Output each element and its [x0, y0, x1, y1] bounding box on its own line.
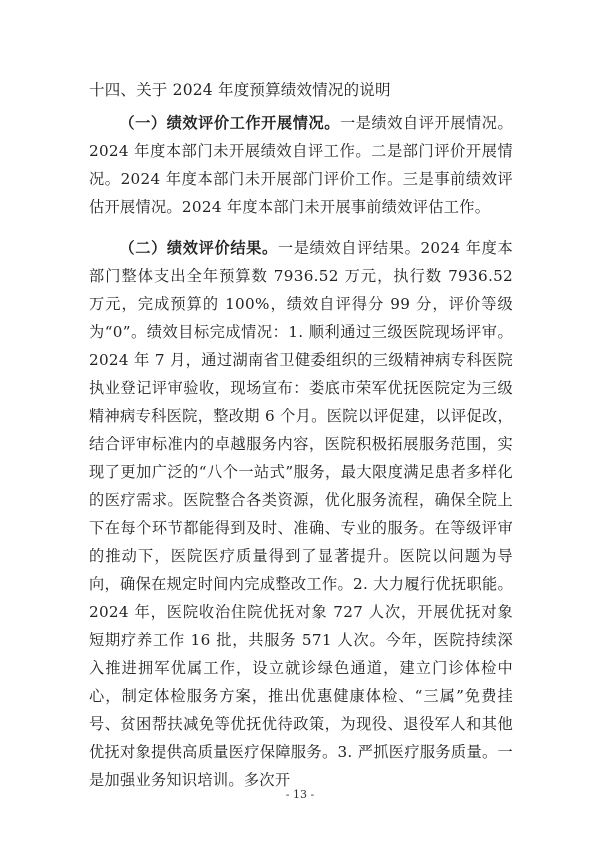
paragraph-performance-evaluation-work	[89, 109, 513, 221]
paragraph-body: 一是绩效自评结果。2024 年度本部门整体支出全年预算数 7936.52 万元，执行数 7936.52 万元，完成预算的 100%，绩效自评得分 99 分，评价等级为“0”。绩效目标完成情况：1. 顺利通过三级医院现场评审。2024 年 7 月，通过湖南省卫健委组织的三级精神病专科医院执业登记评审验收，现场宣布：娄底市荣军优抚医院定为三级精神病专科医院，整改期 6 个月。医院以评促建，以评促改，结合评审标准内的卓越服务内容，医院积极拓展服务范围，实现了更加广泛的“八个一站式”服务，最大限度满足患者多样化的医疗需求。医院整合各类资源，优化服务流程，确保全院上下在每个环节都能得到及时、准确、专业的服务。在等级评审的推动下，医院医疗质量得到了显著提升。医院以问题为导向，确保在规定时间内完成整改工作。2. 大力履行优抚职能。2024 年，医院收治住院优抚对象 727 人次，开展优抚对象短期疗养工作 16 批，共服务 571 人次。今年，医院持续深入推进拥军优属工作，设立就诊绿色通道，建立门诊体检中心，制定体检服务方案，推出优惠健康体检、“三属”免费挂号、贫困帮扶减免等优抚优待政策，为现役、退役军人和其他优抚对象提供高质量医疗保障服务。3. 严抓医疗服务质量。一是加强业务知识培训。多次开	[89, 239, 513, 789]
paragraph-heading: （一）绩效评价工作开展情况。	[119, 114, 340, 132]
paragraph-heading: （二）绩效评价结果。	[119, 239, 278, 257]
paragraph-performance-evaluation-results	[89, 234, 513, 794]
paragraph-body: 一是绩效自评开展情况。2024 年度本部门未开展绩效自评工作。二是部门评价开展情况。2024 年度本部门未开展部门评价工作。三是事前绩效评估开展情况。2024 年度本部门未开展事前绩效评估工作。	[89, 114, 513, 216]
page-number: - 13 -	[285, 788, 315, 801]
section-heading: 十四、关于 2024 年度预算绩效情况的说明	[89, 81, 391, 99]
